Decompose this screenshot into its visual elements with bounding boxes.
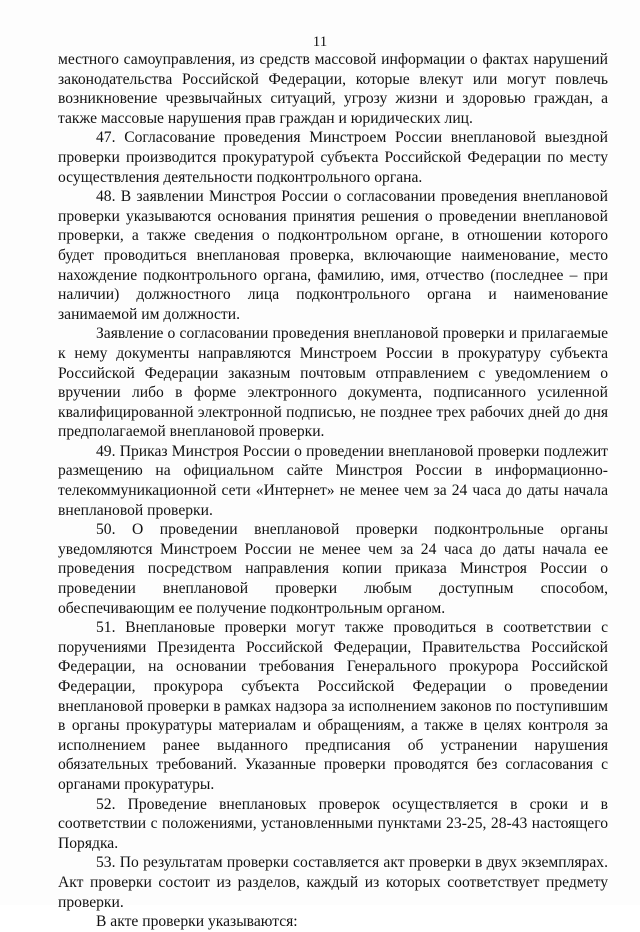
paragraph-51: 51. Внеплановые проверки могут также проводиться в соответствии с поручениями Президента Российской Федерации, Правительства Российской Федерации, на основании требования Генерального прокурора Российской Федерации, прокурора субъекта Российской Федерации о проведении внеплановой проверки в рамках надзора за исполнением законов по поступившим в органы прокуратуры материалам и обращениям, а также в целях контроля за исполнением ранее выданного предписания об устранении нарушения обязательных требований. Указанные проверки проводятся без согласования с органами прокуратуры. — [58, 619, 608, 793]
paragraph-48: 48. В заявлении Минстроя России о согласовании проведения внеплановой проверки указываются основания принятия решения о проведении внеплановой проверки, а также сведения о подконтрольном органе, в отношении которого будет проводиться внеплановая проверка, включающие наименование, место нахождение подконтрольного органа, фамилию, имя, отчество (последнее – при наличии) должностного лица подконтрольного органа и наименование занимаемой им должности. — [58, 188, 608, 323]
page-number: 11 — [312, 34, 328, 50]
paragraph-application: Заявление о согласовании проведения внеплановой проверки и прилагаемые к нему документы направляются Минстроем России в прокуратуру субъекта Российской Федерации заказным почтовым отправлением с уведомлением о вручении либо в форме электронного документа, подписанного усиленной квалифицированной электронной подписью, не позднее трех рабочих дней до дня предполагаемой внеплановой проверки. — [58, 325, 608, 441]
paragraph-53: 53. По результатам проверки составляется акт проверки в двух экземплярах. Акт проверки состоит из разделов, каждый из которых соответствует предмету проверки. — [58, 854, 608, 911]
document-body — [58, 50, 608, 932]
paragraph-47: 47. Согласование проведения Минстроем России внеплановой выездной проверки производится прокуратурой субъекта Российской Федерации по месту осуществления деятельности подконтрольного органа. — [58, 129, 608, 186]
paragraph-continuation: местного самоуправления, из средств массовой информации о фактах нарушений законодательства Российской Федерации, которые влекут или могут повлечь возникновение чрезвычайных ситуаций, угрозу жизни и здоровью граждан, а также массовые нарушения прав граждан и юридических лиц. — [58, 51, 608, 127]
paragraph-49: 49. Приказ Минстроя России о проведении внеплановой проверки подлежит размещению на официальном сайте Минстроя России в информационно-телекоммуникационной сети «Интернет» не менее чем за 24 часа до даты начала внеплановой проверки. — [58, 442, 608, 519]
paragraph-52: 52. Проведение внеплановых проверок осуществляется в сроки и в соответствии с положениями, установленными пунктами 23-25, 28-43 настоящего Порядка. — [58, 795, 608, 852]
paragraph-act-contents: В акте проверки указываются: — [96, 913, 298, 931]
paragraph-50: 50. О проведении внеплановой проверки подконтрольные органы уведомляются Минстроем России не менее чем за 24 часа до даты начала ее проведения посредством направления копии приказа Минстроя России о проведении внеплановой проверки любым доступным способом, обеспечивающим ее получение подконтрольным органом. — [58, 521, 608, 617]
